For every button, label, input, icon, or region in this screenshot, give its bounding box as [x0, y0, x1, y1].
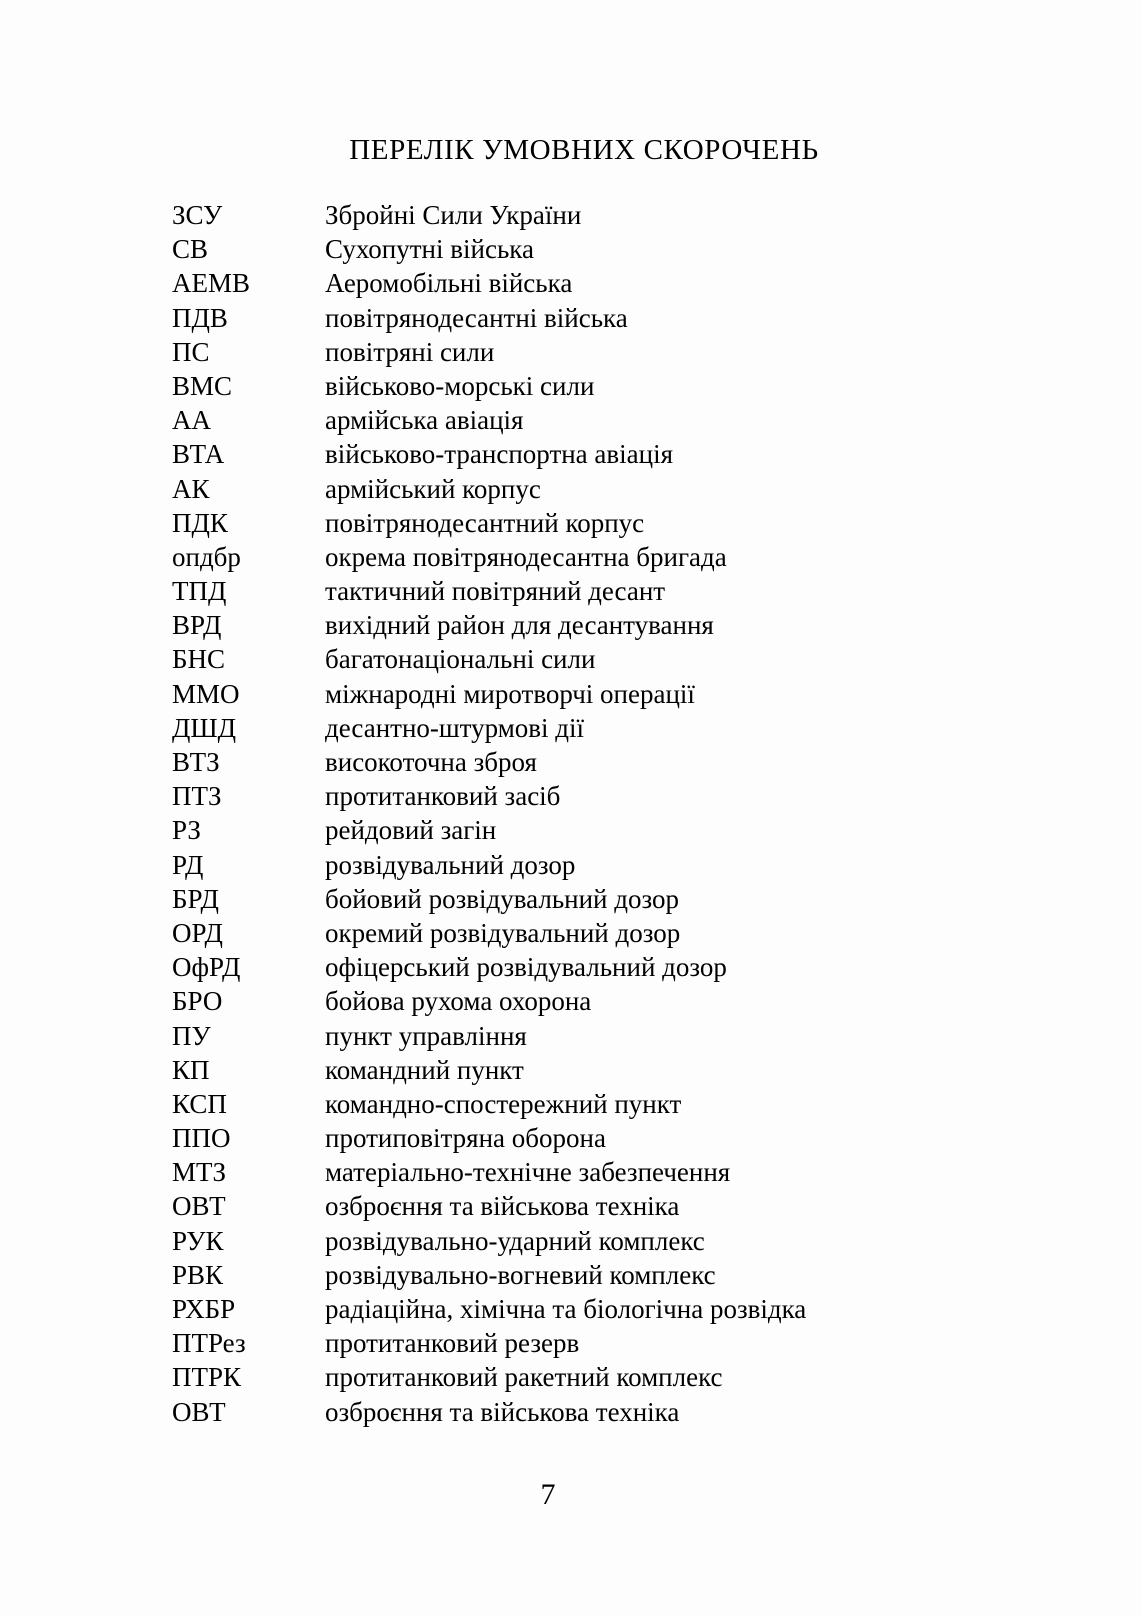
abbreviation-term: ПС: [172, 336, 210, 367]
abbreviation-row: [172, 644, 1102, 678]
abbreviation-term: ДШД: [172, 712, 237, 743]
abbreviation-row: [172, 1123, 1102, 1157]
abbreviation-term: ОВТ: [172, 1396, 226, 1427]
abbreviation-row: [172, 405, 1102, 439]
abbreviation-definition: командно-спостережний пункт: [325, 1088, 682, 1119]
abbreviation-term: ТПД: [172, 576, 227, 607]
abbreviation-list: [172, 200, 1102, 1431]
abbreviation-term: РЗ: [172, 815, 201, 846]
abbreviation-row: [172, 268, 1102, 302]
abbreviation-definition: багатонаціональні сили: [325, 644, 596, 675]
abbreviation-definition: радіаційна, хімічна та біологічна розвідка: [325, 1294, 807, 1324]
abbreviation-row: [172, 679, 1102, 713]
abbreviation-term: РУК: [172, 1225, 224, 1256]
abbreviation-row: [172, 542, 1102, 576]
abbreviation-row: [172, 234, 1102, 268]
abbreviation-row: [172, 1294, 1102, 1328]
abbreviation-definition: протитанковий резерв: [325, 1328, 580, 1359]
abbreviation-definition: рейдовий загін: [325, 815, 497, 846]
abbreviation-term: ОРД: [172, 917, 223, 948]
abbreviation-definition: повітряні сили: [325, 336, 495, 367]
abbreviation-row: [172, 781, 1102, 815]
abbreviation-definition: пункт управління: [325, 1020, 527, 1051]
page-number: 7: [540, 1478, 556, 1511]
abbreviation-definition: розвідувальний дозор: [325, 849, 576, 880]
abbreviation-row: [172, 200, 1102, 234]
abbreviation-term: АЕМВ: [172, 268, 251, 299]
abbreviation-term: МТЗ: [172, 1157, 227, 1188]
abbreviation-definition: командний пункт: [325, 1054, 524, 1085]
abbreviation-term: ППО: [172, 1123, 231, 1154]
abbreviation-definition: Збройні Сили України: [325, 200, 582, 230]
abbreviation-row: [172, 439, 1102, 473]
abbreviation-row: [172, 303, 1102, 337]
abbreviation-definition: бойова рухома охорона: [325, 986, 592, 1017]
abbreviation-term: РВК: [172, 1259, 224, 1290]
abbreviation-term: ПТЗ: [172, 781, 222, 812]
abbreviation-definition: військово-транспортна авіація: [325, 439, 674, 470]
abbreviation-definition: тактичний повітряний десант: [325, 576, 666, 607]
abbreviation-term: ПУ: [172, 1020, 211, 1051]
abbreviation-row: [172, 815, 1102, 849]
abbreviation-row: [172, 1328, 1102, 1362]
abbreviation-definition: офіцерський розвідувальний дозор: [325, 952, 727, 983]
abbreviation-term: АА: [172, 405, 211, 436]
abbreviation-definition: озброєння та військова техніка: [325, 1191, 680, 1222]
abbreviation-term: ПДВ: [172, 302, 228, 333]
abbreviation-row: [172, 1226, 1102, 1260]
abbreviation-definition: високоточна зброя: [325, 747, 537, 777]
abbreviation-row: [172, 1055, 1102, 1089]
abbreviation-row: [172, 1260, 1102, 1294]
abbreviation-term: КСП: [172, 1088, 227, 1119]
abbreviation-term: ВТА: [172, 439, 225, 470]
abbreviation-row: [172, 1157, 1102, 1191]
abbreviation-term: ПТРез: [172, 1328, 246, 1359]
abbreviation-definition: окремий розвідувальний дозор: [325, 917, 681, 948]
abbreviation-term: СВ: [172, 234, 209, 265]
abbreviation-row: [172, 576, 1102, 610]
abbreviation-definition: військово-морські сили: [325, 370, 595, 401]
abbreviation-term: опдбр: [172, 541, 241, 572]
abbreviation-definition: десантно-штурмові дії: [325, 712, 585, 743]
abbreviation-definition: армійський корпус: [325, 473, 541, 504]
abbreviation-row: [172, 747, 1102, 781]
abbreviation-term: ММО: [172, 678, 240, 709]
abbreviation-term: БРД: [172, 883, 219, 914]
abbreviation-term: ВТЗ: [172, 747, 220, 777]
abbreviation-term: ВРД: [172, 610, 222, 641]
abbreviation-term: АК: [172, 473, 210, 504]
abbreviation-row: [172, 850, 1102, 884]
abbreviation-definition: повітрянодесантний корпус: [325, 507, 645, 538]
abbreviation-term: ЗСУ: [172, 200, 223, 230]
abbreviation-row: [172, 1089, 1102, 1123]
abbreviation-row: [172, 474, 1102, 508]
abbreviation-row: [172, 986, 1102, 1020]
abbreviation-definition: повітрянодесантні війська: [325, 302, 628, 333]
abbreviation-row: [172, 952, 1102, 986]
abbreviation-definition: вихідний район для десантування: [325, 610, 714, 641]
abbreviation-definition: розвідувально-вогневий комплекс: [325, 1259, 716, 1290]
abbreviation-definition: бойовий розвідувальний дозор: [325, 883, 679, 914]
abbreviation-term: БНС: [172, 644, 226, 675]
abbreviation-row: [172, 508, 1102, 542]
abbreviation-term: РХБР: [172, 1294, 236, 1324]
abbreviation-definition: Сухопутні війська: [325, 234, 534, 265]
abbreviation-term: ВМС: [172, 370, 233, 401]
abbreviation-row: [172, 1191, 1102, 1225]
abbreviation-definition: протитанковий ракетний комплекс: [325, 1362, 723, 1393]
abbreviation-definition: озброєння та військова техніка: [325, 1396, 680, 1427]
abbreviation-definition: матеріально-технічне забезпечення: [325, 1157, 731, 1188]
abbreviation-definition: міжнародні миротворчі операції: [325, 678, 695, 709]
abbreviation-definition: армійська авіація: [325, 405, 524, 436]
page-title: ПЕРЕЛІК УМОВНИХ СКОРОЧЕНЬ: [349, 134, 819, 166]
abbreviation-row: [172, 918, 1102, 952]
abbreviation-row: [172, 337, 1102, 371]
abbreviation-term: ОВТ: [172, 1191, 226, 1222]
abbreviation-definition: протитанковий засіб: [325, 781, 561, 812]
abbreviation-row: [172, 884, 1102, 918]
abbreviation-row: [172, 1397, 1102, 1431]
abbreviation-term: ПТРК: [172, 1362, 242, 1393]
abbreviation-definition: окрема повітрянодесантна бригада: [325, 541, 727, 572]
abbreviation-definition: Аеромобільні війська: [325, 268, 573, 299]
abbreviation-term: РД: [172, 849, 204, 880]
abbreviation-term: КП: [172, 1054, 210, 1085]
abbreviation-term: ПДК: [172, 507, 228, 538]
abbreviation-definition: розвідувально-ударний комплекс: [325, 1225, 705, 1256]
abbreviation-row: [172, 1362, 1102, 1396]
abbreviation-row: [172, 371, 1102, 405]
abbreviation-row: [172, 610, 1102, 644]
abbreviation-term: БРО: [172, 986, 223, 1017]
abbreviation-definition: протиповітряна оборона: [325, 1123, 606, 1154]
abbreviation-term: ОфРД: [172, 952, 241, 983]
abbreviation-row: [172, 713, 1102, 747]
abbreviation-row: [172, 1021, 1102, 1055]
